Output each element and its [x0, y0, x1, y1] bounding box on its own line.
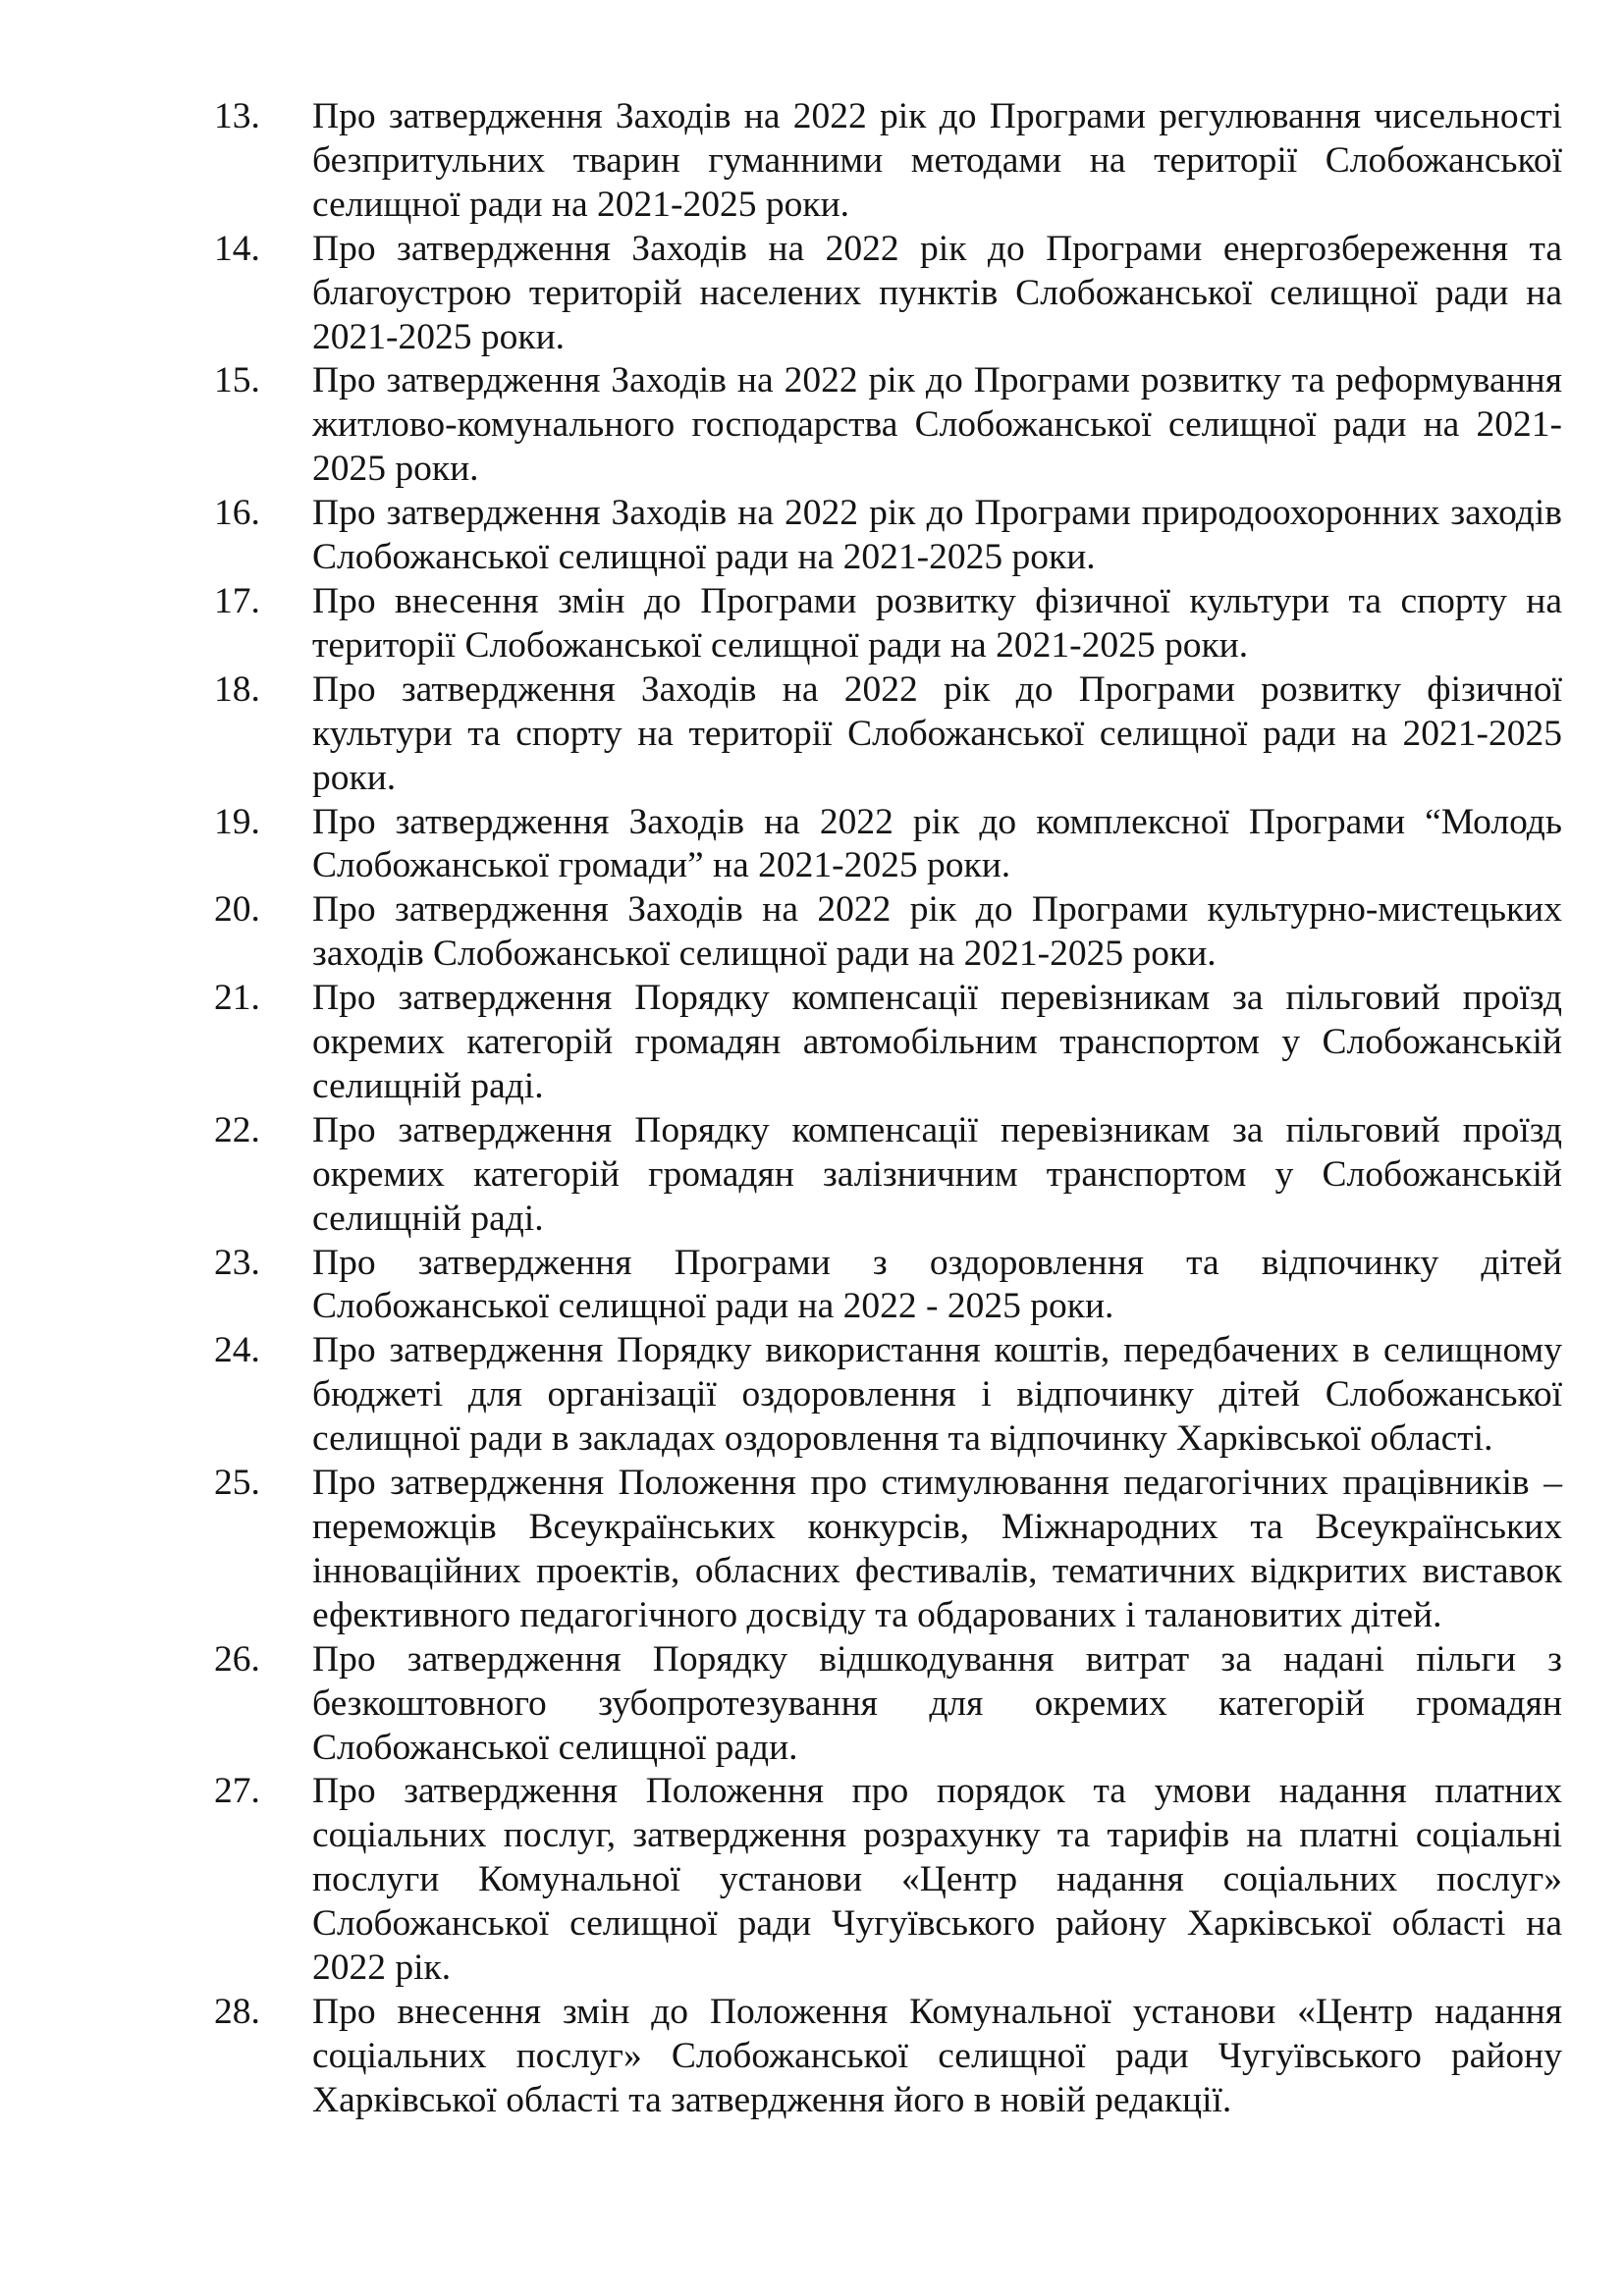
item-number: 15.	[214, 360, 260, 401]
item-number: 25.	[214, 1463, 260, 1504]
item-number: 17.	[214, 580, 260, 621]
item-number: 24.	[214, 1330, 260, 1371]
item-text: Про затвердження Порядку використання коштів, передбачених в селищному бюджеті для організації оздоровлення і відпочинку дітей Слобожанської селищної ради в закладах оздоровлення та відпочинку Харківської області.	[312, 1330, 1562, 1460]
agenda-item	[214, 888, 1562, 977]
agenda-item	[214, 95, 1562, 228]
item-number: 19.	[214, 801, 260, 842]
item-number: 16.	[214, 493, 260, 534]
item-text: Про внесення змін до Положення Комунальної установи «Центр надання соціальних послуг» Слобожанської селищної ради Чугуївського району Харківської області та затвердження його в новій редакції.	[312, 1991, 1562, 2120]
item-text: Про затвердження Заходів на 2022 рік до Програми розвитку фізичної культури та спорту на території Слобожанської селищної ради на 2021-2025 роки.	[312, 668, 1562, 798]
item-number: 28.	[214, 1991, 260, 2032]
item-number: 27.	[214, 1771, 260, 1812]
agenda-item	[214, 1242, 1562, 1330]
item-text: Про затвердження Заходів на 2022 рік до Програми регулювання чисельності безпритульних тварин гуманними методами на території Слобожанської селищної ради на 2021-2025 роки.	[312, 96, 1562, 225]
item-text: Про затвердження Заходів на 2022 рік до Програми розвитку та реформування житлово-комунального господарства Слобожанської селищної ради на 2021-2025 роки.	[312, 360, 1562, 490]
item-text: Про затвердження Заходів на 2022 рік до Програми природоохоронних заходів Слобожанської селищної ради на 2021-2025 роки.	[312, 493, 1562, 578]
item-text: Про затвердження Заходів на 2022 рік до Програми енергозбереження та благоустрою територій населених пунктів Слобожанської селищної ради на 2021-2025 роки.	[312, 228, 1562, 357]
agenda-item	[214, 228, 1562, 360]
agenda-item	[214, 668, 1562, 801]
item-text: Про внесення змін до Програми розвитку фізичної культури та спорту на території Слобожанської селищної ради на 2021-2025 роки.	[312, 580, 1562, 666]
agenda-item	[214, 1109, 1562, 1242]
item-text: Про затвердження Порядку компенсації перевізникам за пільговий проїзд окремих категорій громадян автомобільним транспортом у Слобожанській селищній раді.	[312, 978, 1562, 1106]
item-number: 26.	[214, 1638, 260, 1680]
agenda-item	[214, 1770, 1562, 1991]
item-number: 14.	[214, 228, 260, 269]
item-number: 20.	[214, 889, 260, 931]
item-text: Про затвердження Порядку відшкодування витрат за надані пільги з безкоштовного зубопротезування для окремих категорій громадян Слобожанської селищної ради.	[312, 1638, 1562, 1768]
item-number: 22.	[214, 1109, 260, 1150]
agenda-item	[214, 1329, 1562, 1462]
item-number: 13.	[214, 96, 260, 136]
item-number: 21.	[214, 978, 260, 1019]
agenda-list	[214, 95, 1562, 2123]
item-text: Про затвердження Положення про стимулювання педагогічних працівників – переможців Всеукраїнських конкурсів, Міжнародних та Всеукраїнських інноваційних проектів, обласних фестивалів, тематичних відкритих виставок ефективного педагогічного досвіду та обдарованих і талановитих дітей.	[312, 1463, 1562, 1635]
item-text: Про затвердження Програми з оздоровлення та відпочинку дітей Слобожанської селищної ради на 2022 - 2025 роки.	[312, 1242, 1562, 1327]
item-number: 18.	[214, 668, 260, 710]
agenda-item	[214, 492, 1562, 580]
agenda-item	[214, 1462, 1562, 1638]
agenda-item	[214, 580, 1562, 668]
agenda-item	[214, 1991, 1562, 2123]
agenda-item	[214, 359, 1562, 492]
agenda-item	[214, 801, 1562, 889]
item-number: 23.	[214, 1242, 260, 1283]
item-text: Про затвердження Положення про порядок та умови надання платних соціальних послуг, затвердження розрахунку та тарифів на платні соціальні послуги Комунальної установи «Центр надання соціальних послуг» Слобожанської селищної ради Чугуївського району Харківської області на 2022 рік.	[312, 1771, 1562, 1989]
item-text: Про затвердження Заходів на 2022 рік до Програми культурно-мистецьких заходів Слобожанської селищної ради на 2021-2025 роки.	[312, 889, 1562, 975]
item-text: Про затвердження Заходів на 2022 рік до комплексної Програми “Молодь Слобожанської громади” на 2021-2025 роки.	[312, 801, 1562, 886]
agenda-item	[214, 977, 1562, 1109]
item-text: Про затвердження Порядку компенсації перевізникам за пільговий проїзд окремих категорій громадян залізничним транспортом у Слобожанській селищній раді.	[312, 1109, 1562, 1239]
agenda-item	[214, 1638, 1562, 1771]
